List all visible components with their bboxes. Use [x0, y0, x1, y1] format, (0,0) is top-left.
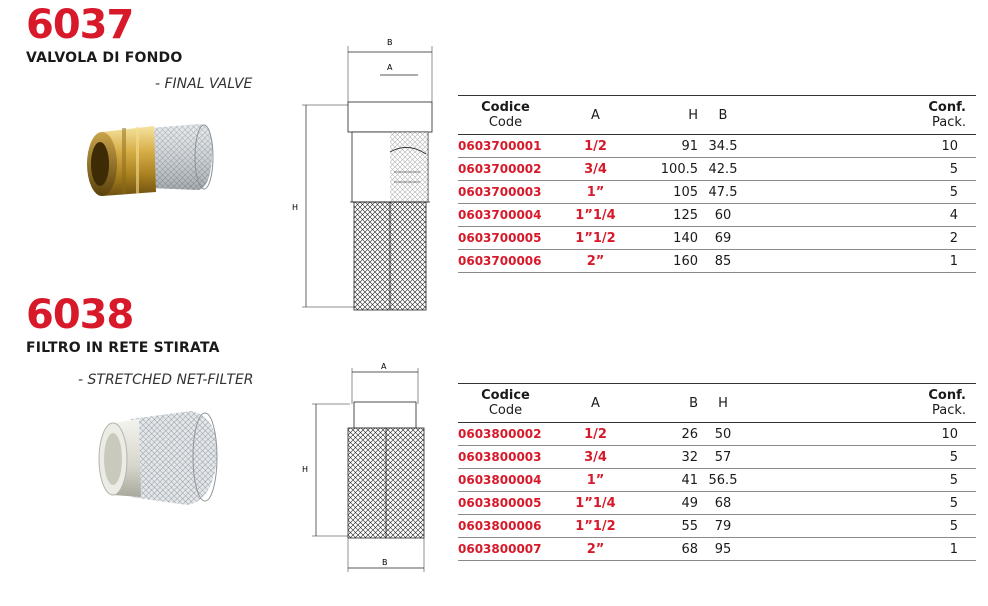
table-row — [458, 204, 976, 227]
cell-c4: 95 — [698, 538, 748, 561]
table-row — [458, 492, 976, 515]
cell-c4: 47.5 — [698, 181, 748, 204]
col-header-3: B — [638, 384, 698, 423]
cell-c3: 140 — [638, 227, 698, 250]
cell-pack: 10 — [748, 135, 976, 158]
cell-a: 1”1/2 — [553, 227, 638, 250]
cell-c3: 105 — [638, 181, 698, 204]
cell-c4: 42.5 — [698, 158, 748, 181]
cell-code: 0603800005 — [458, 492, 553, 515]
cell-c3: 49 — [638, 492, 698, 515]
table-row — [458, 446, 976, 469]
col-header-4: H — [698, 384, 748, 423]
cell-code: 0603700004 — [458, 204, 553, 227]
table-row — [458, 250, 976, 273]
table-header-row — [458, 96, 976, 135]
table-row — [458, 515, 976, 538]
product-name-it: VALVOLA DI FONDO — [26, 50, 183, 66]
cell-c3: 91 — [638, 135, 698, 158]
cell-pack: 5 — [748, 446, 976, 469]
cell-c3: 125 — [638, 204, 698, 227]
cell-c4: 68 — [698, 492, 748, 515]
cell-a: 3/4 — [553, 158, 638, 181]
cell-pack: 5 — [748, 181, 976, 204]
cell-code: 0603800007 — [458, 538, 553, 561]
cell-c4: 85 — [698, 250, 748, 273]
cell-a: 1”1/4 — [553, 204, 638, 227]
spec-table-6037 — [458, 95, 976, 273]
foot-valve-drawing — [290, 32, 450, 322]
cell-c3: 41 — [638, 469, 698, 492]
cell-code: 0603700005 — [458, 227, 553, 250]
table-header-row — [458, 384, 976, 423]
cell-c4: 56.5 — [698, 469, 748, 492]
cell-c4: 34.5 — [698, 135, 748, 158]
cell-code: 0603700003 — [458, 181, 553, 204]
dim-label-h: H — [302, 465, 309, 474]
table-row — [458, 538, 976, 561]
cell-c3: 68 — [638, 538, 698, 561]
cell-c3: 55 — [638, 515, 698, 538]
cell-pack: 10 — [748, 423, 976, 446]
foot-valve-photo — [72, 118, 222, 208]
product-code-6038: 6038 — [26, 292, 134, 338]
cell-a: 1” — [553, 469, 638, 492]
cell-a: 1/2 — [553, 135, 638, 158]
cell-pack: 1 — [748, 538, 976, 561]
col-header-a: A — [553, 384, 638, 423]
cell-c4: 69 — [698, 227, 748, 250]
cell-a: 1”1/2 — [553, 515, 638, 538]
dim-label-b: B — [382, 558, 388, 567]
cell-a: 1” — [553, 181, 638, 204]
product-name-en: - STRETCHED NET-FILTER — [78, 372, 254, 388]
cell-c4: 50 — [698, 423, 748, 446]
net-filter-photo — [95, 405, 225, 515]
cell-code: 0603700002 — [458, 158, 553, 181]
cell-code: 0603800004 — [458, 469, 553, 492]
cell-code: 0603800002 — [458, 423, 553, 446]
table-row — [458, 227, 976, 250]
cell-a: 1”1/4 — [553, 492, 638, 515]
cell-c3: 26 — [638, 423, 698, 446]
dim-label-b: B — [387, 38, 393, 47]
cell-pack: 5 — [748, 515, 976, 538]
cell-c4: 60 — [698, 204, 748, 227]
cell-code: 0603700006 — [458, 250, 553, 273]
cell-code: 0603700001 — [458, 135, 553, 158]
product-name-it: FILTRO IN RETE STIRATA — [26, 340, 220, 356]
cell-code: 0603800003 — [458, 446, 553, 469]
col-header-pack: Conf. Pack. — [748, 384, 976, 423]
cell-c4: 79 — [698, 515, 748, 538]
spec-table-6038 — [458, 383, 976, 561]
cell-code: 0603800006 — [458, 515, 553, 538]
col-header-a: A — [553, 96, 638, 135]
cell-a: 2” — [553, 538, 638, 561]
cell-a: 2” — [553, 250, 638, 273]
col-header-code: Codice Code — [458, 96, 553, 135]
cell-pack: 5 — [748, 492, 976, 515]
table-row — [458, 469, 976, 492]
cell-a: 1/2 — [553, 423, 638, 446]
col-header-code: Codice Code — [458, 384, 553, 423]
dim-label-a: A — [381, 362, 387, 371]
cell-pack: 1 — [748, 250, 976, 273]
dim-label-h: H — [292, 203, 299, 212]
cell-pack: 5 — [748, 469, 976, 492]
col-header-pack: Conf. Pack. — [748, 96, 976, 135]
product-code-6037: 6037 — [26, 2, 134, 48]
table-row — [458, 181, 976, 204]
col-header-4: B — [698, 96, 748, 135]
cell-c3: 32 — [638, 446, 698, 469]
cell-c4: 57 — [698, 446, 748, 469]
cell-pack: 5 — [748, 158, 976, 181]
cell-a: 3/4 — [553, 446, 638, 469]
product-name-en: - FINAL VALVE — [155, 76, 253, 92]
table-row — [458, 158, 976, 181]
col-header-3: H — [638, 96, 698, 135]
cell-pack: 2 — [748, 227, 976, 250]
table-row — [458, 135, 976, 158]
cell-c3: 100.5 — [638, 158, 698, 181]
cell-pack: 4 — [748, 204, 976, 227]
cell-c3: 160 — [638, 250, 698, 273]
net-filter-drawing — [298, 360, 448, 580]
dim-label-a: A — [387, 63, 393, 72]
table-row — [458, 423, 976, 446]
